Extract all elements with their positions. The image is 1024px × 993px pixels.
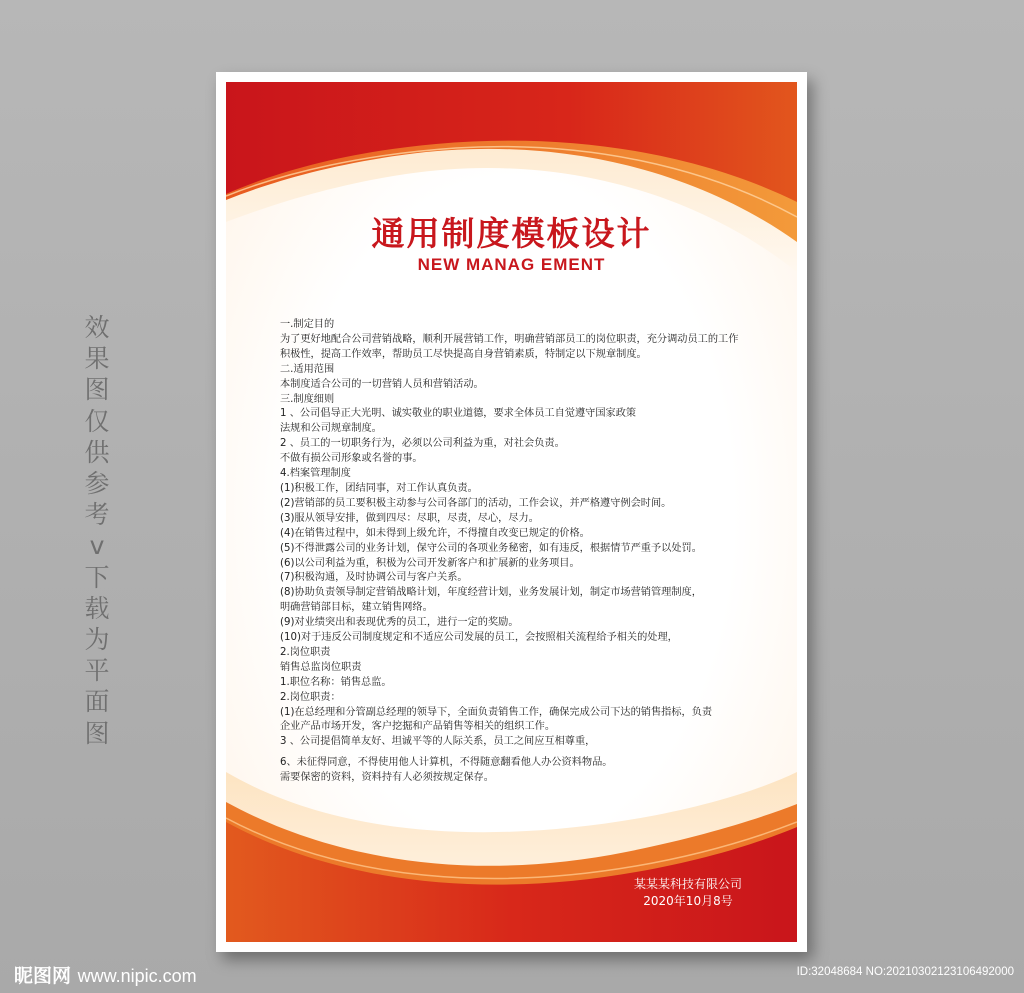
side-note-char: v xyxy=(89,531,105,561)
body-line: 法规和公司规章制度。 xyxy=(280,423,382,435)
side-note-char: 为 xyxy=(84,625,110,655)
poster-title: 通用制度模板设计 xyxy=(371,214,652,253)
poster-frame xyxy=(216,72,807,952)
side-note-char: 平 xyxy=(84,656,110,686)
issue-date: 2020年10月8号 xyxy=(643,894,733,908)
image-id-watermark: ID:32048684 NO:20210302123106492000 xyxy=(796,966,1014,978)
body-line: 不做有损公司形象或名誉的事。 xyxy=(280,453,423,465)
body-line: 本制度适合公司的一切营销人员和营销活动。 xyxy=(280,378,484,390)
body-line: 需要保密的资料，资料持有人必须按规定保存。 xyxy=(280,772,494,784)
side-note-char: 效 xyxy=(84,313,110,342)
body-line: (1)在总经理和分管副总经理的领导下，全面负责销售工作，确保完成公司下达的销售指标，负责 xyxy=(280,706,713,718)
body-line: 销售总监岗位职责 xyxy=(280,661,362,673)
body-line: 2 、员工的一切职务行为，必须以公司利益为重，对社会负责。 xyxy=(280,438,565,450)
body-line: 三.制度细则 xyxy=(280,393,335,405)
side-note-char: 仅 xyxy=(84,406,110,436)
body-line: (8)协助负责领导制定营销战略计划，年度经营计划，业务发展计划，制定市场营销管理制度， xyxy=(280,587,702,599)
body-line: (3)服从领导安排，做到四尽：尽职，尽责，尽心，尽力。 xyxy=(280,512,539,524)
body-line: (7)积极沟通，及时协调公司与客户关系。 xyxy=(280,572,468,584)
body-line: 积极性，提高工作效率，帮助员工尽快提高自身营销素质，特制定以下规章制度。 xyxy=(280,348,647,360)
regulation-body xyxy=(280,318,760,786)
watermark-vertical-note xyxy=(82,312,112,749)
side-note-char: 载 xyxy=(84,593,110,623)
body-line: 2.岗位职责： xyxy=(280,691,341,703)
side-note-char: 图 xyxy=(84,718,110,748)
site-watermark-logo xyxy=(14,961,197,988)
body-line: 2.岗位职责 xyxy=(280,646,331,658)
body-line: (4)在销售过程中，如未得到上级允许，不得擅自改变已规定的价格。 xyxy=(280,527,590,539)
body-line: (9)对业绩突出和表现优秀的员工，进行一定的奖励。 xyxy=(280,617,519,629)
company-name: 某某某科技有限公司 xyxy=(633,877,742,891)
body-line: 二.适用范围 xyxy=(280,363,335,375)
body-line: 1.职位名称：销售总监。 xyxy=(280,676,392,688)
side-note-char: 参 xyxy=(84,469,110,499)
body-line: 6、未征得同意，不得使用他人计算机，不得随意翻看他人办公资料物品。 xyxy=(280,757,613,769)
site-url: www.nipic.com xyxy=(77,966,197,986)
body-line: 4.档案管理制度 xyxy=(280,468,351,480)
body-line: (2)营销部的员工要积极主动参与公司各部门的活动，工作会议，并严格遵守例会时间。 xyxy=(280,497,672,509)
body-line: 为了更好地配合公司营销战略，顺利开展营销工作，明确营销部员工的岗位职责，充分调动员工的工作 xyxy=(280,333,739,345)
side-note-char: 果 xyxy=(84,344,110,374)
poster-content xyxy=(226,82,797,942)
body-line: 一.制定目的 xyxy=(280,319,335,330)
site-logo-text: 昵图网 xyxy=(14,965,72,987)
side-note-char: 考 xyxy=(84,500,110,530)
body-line: 3 、公司提倡简单友好、坦诚平等的人际关系，员工之间应互相尊重， xyxy=(280,736,596,748)
side-note-char: 面 xyxy=(84,687,110,717)
body-line: 1 、公司倡导正大光明、诚实敬业的职业道德，要求全体员工自觉遵守国家政策 xyxy=(280,408,637,420)
body-line: (1)积极工作，团结同事，对工作认真负责。 xyxy=(280,482,478,494)
poster-subtitle: NEW MANAG EMENT xyxy=(417,255,606,274)
side-note-char: 图 xyxy=(84,375,110,405)
side-note-char: 供 xyxy=(84,437,110,467)
body-line: 企业产品市场开发，客户挖掘和产品销售等相关的组织工作。 xyxy=(280,721,556,733)
body-line: (10)对于违反公司制度规定和不适应公司发展的员工，会按照相关流程给予相关的处理， xyxy=(280,632,678,644)
body-line: (5)不得泄露公司的业务计划，保守公司的各项业务秘密，如有违反，根据情节严重予以处罚。 xyxy=(280,542,702,554)
body-line: (6)以公司利益为重，积极为公司开发新客户和扩展新的业务项目。 xyxy=(280,557,580,569)
side-note-char: 下 xyxy=(84,562,110,592)
body-line: 明确营销部目标，建立销售网络。 xyxy=(280,602,433,614)
company-signature xyxy=(598,876,778,910)
